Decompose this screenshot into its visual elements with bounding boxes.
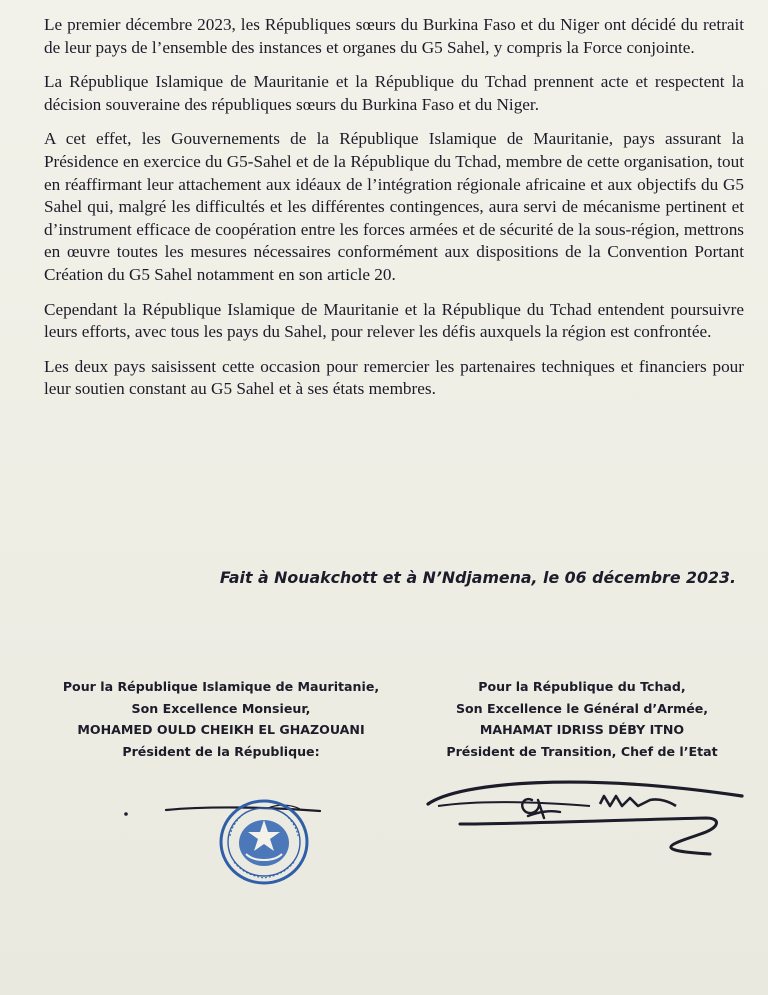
signatory-right-line2: Son Excellence le Général d’Armée, xyxy=(455,700,709,716)
paragraph-5: Les deux pays saisissent cette occasion pour remercier les partenaires techniques et financiers pour leur soutien constant au G5 Sahel et à ses états membres. xyxy=(44,356,744,399)
paragraph-4: Cependant la République Islamique de Mauritanie et la République du Tchad entendent poursuivre leurs efforts, avec tous les pays du Sahel, pour relever les défis auxquels la région est confrontée. xyxy=(44,299,744,342)
right-signature-icon xyxy=(420,766,750,862)
paragraph-1: Le premier décembre 2023, les Républiques sœurs du Burkina Faso et du Niger ont décidé du retrait de leur pays de l’ensemble des instances et organes du G5 Sahel, y compris la Force conjointe. xyxy=(44,15,744,57)
signatory-right-name: MAHAMAT IDRISS DÉBY ITNO xyxy=(479,722,685,737)
signatory-block-mauritania xyxy=(52,676,390,762)
signatory-right-line1: Pour la République du Tchad, xyxy=(478,679,686,694)
signatory-right-title: Président de Transition, Chef de l’Etat xyxy=(446,743,718,759)
signatory-left-line2: Son Excellence Monsieur, xyxy=(131,700,311,716)
place-date-line: Fait à Nouakchott et à N’Ndjamena, le 06 décembre 2023. xyxy=(219,568,736,587)
signatory-block-chad xyxy=(420,676,744,762)
letter-body xyxy=(44,14,744,413)
signatory-left-title: Président de la République: xyxy=(122,743,320,759)
paragraph-3: A cet effet, les Gouvernements de la République Islamique de Mauritanie, pays assurant la Présidence en exercice du G5-Sahel et de la République du Tchad, membre de cette organisation, tout en réaffirmant leur attachement aux idéaux de l’intégration régionale africaine et aux objectifs du G5 Sahel qui, malgré les difficultés et les différentes contingences, aura servi de mécanisme pertinent et d’instrument efficace de coopération entre les forces armées et de sécurité de la sous-région, mettrons en œuvre toutes les mesures nécessaires conformément aux dispositions de la Convention Portant Création du G5 Sahel notamment en son article 20. xyxy=(44,129,744,284)
signatory-left-name: MOHAMED OULD CHEIKH EL GHAZOUANI xyxy=(77,722,365,737)
paragraph-2: La République Islamique de Mauritanie et la République du Tchad prennent acte et respectent la décision souveraine des républiques sœurs du Burkina Faso et du Niger. xyxy=(44,72,744,114)
presidential-seal-icon xyxy=(216,796,312,888)
signatory-left-line1: Pour la République Islamique de Mauritanie, xyxy=(62,679,380,694)
